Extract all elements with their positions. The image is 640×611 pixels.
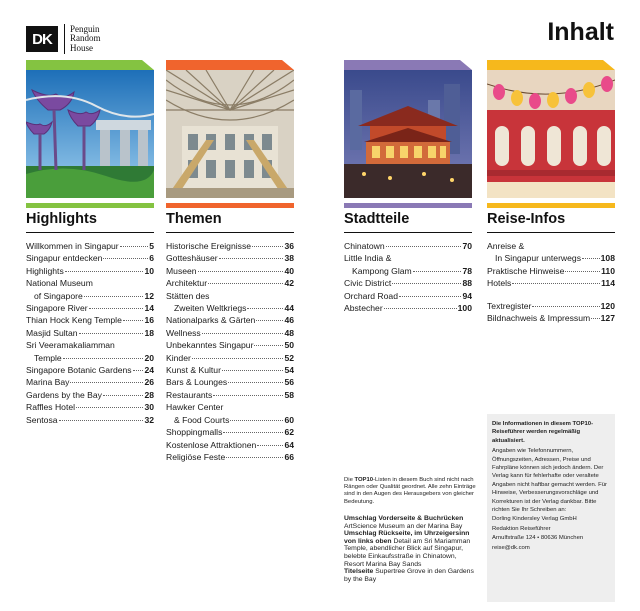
top10-note: Die TOP10-Listen in diesem Buch sind nicht nach Rängen oder Qualität geordnet. Alle zehn Einträge sind in den Augen des Herausgebers von gleicher Bedeutung.: [344, 477, 476, 505]
section-rule: [487, 232, 615, 233]
toc-entry[interactable]: Hawker Center & Food Courts 60: [166, 402, 294, 425]
toc-entry[interactable]: Kunst & Kultur 54: [166, 365, 294, 376]
toc-entry[interactable]: Marina Bay 26: [26, 377, 154, 388]
toc-entry[interactable]: Singapur entdecken 6: [26, 253, 154, 264]
toc-list-reise-infos: [487, 240, 615, 324]
section-rule: [344, 232, 472, 233]
toc-entry[interactable]: Sentosa 32: [26, 414, 154, 425]
update-info-box: [487, 414, 615, 602]
info-body: Angaben wie Telefonnummern, Öffnungszeiten, Adressen, Preise und Fahrpläne können sich jedoch ändern. Der Verlag kann für fehlerhafte oder veraltete Angaben nicht haftbar gemacht werden. Für Hinweise, Verbesserungsvorschläge und Korrekturen ist der Verlag dankbar. Bitte richten Sie Ihr Schreiben an:: [492, 448, 607, 514]
toc-entry[interactable]: Singapore River 14: [26, 303, 154, 314]
credit-front: Umschlag Vorderseite & Buchrücken ArtScience Museum an der Marina Bay: [344, 515, 464, 530]
logo-line-2: Random: [70, 33, 101, 44]
logo-divider: [64, 24, 65, 54]
publisher-logo: [26, 24, 101, 54]
cover-credits: [344, 515, 476, 583]
info-email[interactable]: reise@dk.com: [492, 544, 530, 551]
section-title: Reise-Infos: [487, 211, 566, 227]
toc-entry[interactable]: Historische Ereignisse 36: [166, 241, 294, 251]
section-stadtteile: [344, 60, 472, 314]
toc-entry[interactable]: National Museum of Singapore 12: [26, 278, 154, 301]
toc-list-highlights: [26, 240, 154, 426]
toc-list-stadtteile: [344, 240, 472, 314]
toc-entry[interactable]: Stätten des Zweiten Weltkriegs 44: [166, 290, 294, 314]
toc-list-themen: [166, 240, 294, 463]
toc-entry[interactable]: Kinder 52: [166, 352, 294, 363]
toc-entry[interactable]: Shoppingmalls 62: [166, 427, 294, 438]
dk-logo-mark: DK: [26, 26, 58, 52]
toc-entry[interactable]: Restaurants 58: [166, 389, 294, 400]
section-title: Highlights: [26, 211, 97, 227]
toc-entry[interactable]: Bars & Lounges 56: [166, 377, 294, 388]
section-rule: [26, 232, 154, 233]
toc-entry[interactable]: Textregister 120: [487, 300, 615, 311]
photo-atrium-architecture: [166, 70, 294, 198]
toc-entry[interactable]: Little India & Kampong Glam 78: [344, 253, 472, 276]
page-title: Inhalt: [547, 18, 614, 46]
section-accent-bar: [166, 203, 294, 208]
toc-entry[interactable]: Museen 40: [166, 265, 294, 276]
section-rule: [166, 232, 294, 233]
toc-entry[interactable]: Unbekanntes Singapur 50: [166, 340, 294, 351]
toc-entry[interactable]: Kostenlose Attraktionen 64: [166, 439, 294, 450]
toc-entry[interactable]: Singapore Botanic Gardens 24: [26, 365, 154, 376]
toc-entry[interactable]: Bildnachweis & Impressum 127: [487, 313, 615, 324]
section-top-bar: [487, 60, 615, 70]
section-accent-bar: [487, 203, 615, 208]
section-top-bar: [166, 60, 294, 70]
toc-entry[interactable]: Anreise & In Singapur unterwegs 108: [487, 241, 615, 264]
info-address-2: Redaktion Reiseführer: [492, 525, 551, 532]
section-themen: [166, 60, 294, 463]
section-title: Themen: [166, 211, 222, 227]
toc-entry[interactable]: Thian Hock Keng Temple 16: [26, 315, 154, 326]
photo-little-india-lanterns: [487, 70, 615, 198]
section-top-bar: [344, 60, 472, 70]
info-address-3: Arnulfstraße 124 • 80636 München: [492, 535, 584, 542]
section-top-bar: [26, 60, 154, 70]
toc-entry[interactable]: Gotteshäuser 38: [166, 253, 294, 264]
toc-entry[interactable]: Chinatown 70: [344, 241, 472, 251]
section-title: Stadtteile: [344, 211, 410, 227]
toc-entry[interactable]: Abstecher 100: [344, 303, 472, 314]
photo-gardens-by-the-bay: [26, 70, 154, 198]
toc-entry[interactable]: Wellness 48: [166, 327, 294, 338]
logo-line-1: Penguin: [70, 23, 100, 34]
credit-back: Umschlag Rückseite, im Uhrzeigersinn von links oben Detail am Sri Mariamman Temple, abendlicher Blick auf Singapur, belebte Einkaufsstraße in Chinatown, Resort Marina Bay Sands: [344, 530, 471, 568]
toc-entry[interactable]: Praktische Hinweise 110: [487, 265, 615, 276]
toc-entry[interactable]: Sri Veeramakaliamman Temple 20: [26, 340, 154, 363]
toc-entry[interactable]: Religiöse Feste 66: [166, 451, 294, 462]
toc-entry[interactable]: Nationalparks & Gärten 46: [166, 315, 294, 326]
toc-entry[interactable]: Civic District 88: [344, 278, 472, 289]
photo-chinatown-temple: [344, 70, 472, 198]
section-accent-bar: [344, 203, 472, 208]
toc-entry[interactable]: Gardens by the Bay 28: [26, 389, 154, 400]
toc-entry[interactable]: Masjid Sultan 18: [26, 327, 154, 338]
toc-entry[interactable]: Highlights 10: [26, 265, 154, 276]
section-accent-bar: [26, 203, 154, 208]
section-highlights: [26, 60, 154, 426]
info-head: Die Informationen in diesem TOP10-Reiseführer werden regelmäßig aktualisiert.: [492, 421, 594, 444]
toc-entry[interactable]: Raffles Hotel 30: [26, 402, 154, 413]
credit-title: Titelseite Supertree Grove in den Gardens by the Bay: [344, 568, 474, 583]
toc-entry[interactable]: Willkommen in Singapur 5: [26, 241, 154, 251]
info-address-1: Dorling Kindersley Verlag GmbH: [492, 516, 577, 523]
toc-entry[interactable]: Architektur 42: [166, 278, 294, 289]
logo-line-3: House: [70, 42, 93, 53]
logo-text: [70, 25, 101, 54]
toc-entry[interactable]: Hotels 114: [487, 278, 615, 289]
toc-entry[interactable]: Orchard Road 94: [344, 290, 472, 301]
section-reise-infos: [487, 60, 615, 324]
